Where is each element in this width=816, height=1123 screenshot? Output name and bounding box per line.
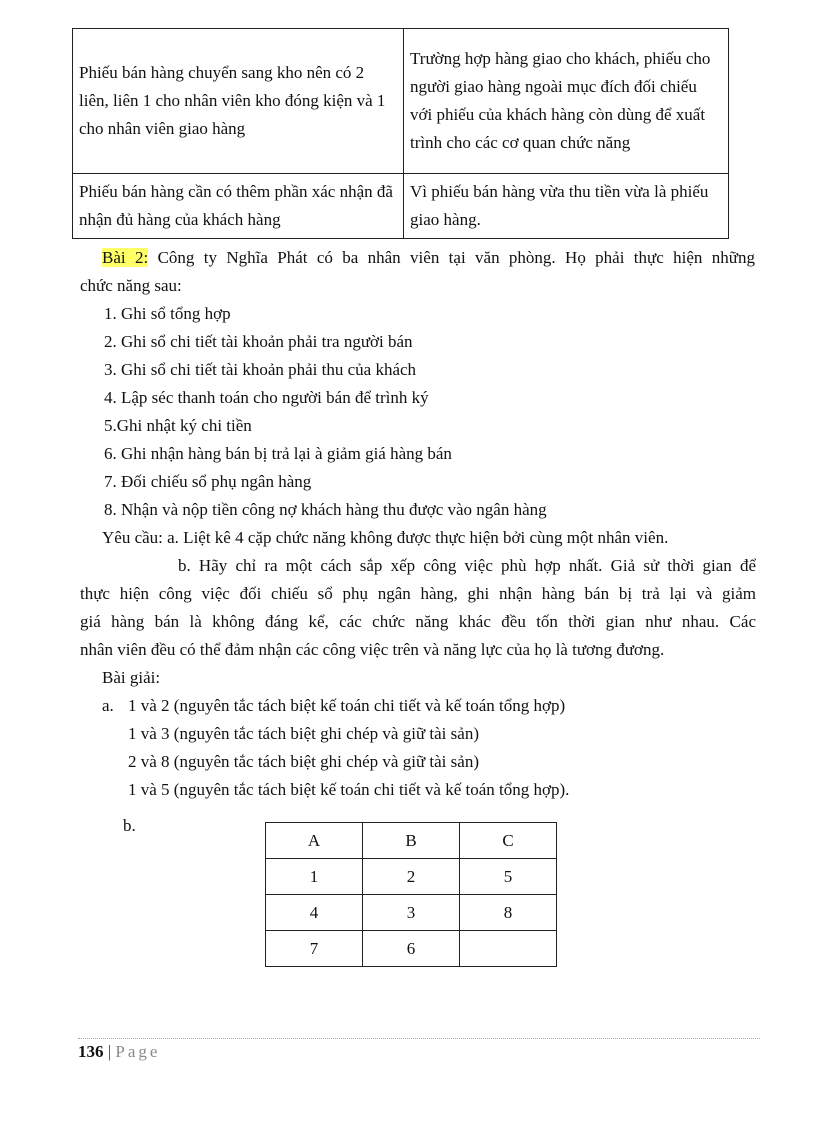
answer-a-item: 1 và 3 (nguyên tắc tách biệt ghi chép và giữ tài sản) [128,724,479,743]
list-item: 1. Ghi sổ tổng hợp [104,304,231,323]
list-item: 4. Lập séc thanh toán cho người bán để trình ký [104,388,429,407]
table-cell: 8 [460,895,557,931]
table-cell: Trường hợp hàng giao cho khách, phiếu cho người giao hàng ngoài mục đích đối chiếu với phiếu của khách hàng còn dùng để xuất trình cho các cơ quan chức năng [404,29,729,174]
list-item: 7. Đối chiếu sổ phụ ngân hàng [104,472,312,491]
bai2-intro-line-2: chức năng sau: [80,276,182,295]
bai2-label: Bài 2: [102,248,149,267]
table-header-row [266,823,557,859]
column-header: B [363,823,460,859]
table-cell: Vì phiếu bán hàng vừa thu tiền vừa là phiếu giao hàng. [404,174,729,239]
requirement-b-line: nhân viên đều có thể đảm nhận các công việc trên và năng lực của họ là tương đương. [80,640,665,659]
page-number: 136 [78,1042,104,1061]
bai2-intro-text: Công ty Nghĩa Phát có ba nhân viên tại văn phòng. Họ phải thực hiện những [157,248,755,267]
table-cell: Phiếu bán hàng chuyển sang kho nên có 2 liên, liên 1 cho nhân viên kho đóng kiện và 1 cho nhân viên giao hàng [73,29,404,174]
answer-a-marker: a. [102,696,114,715]
column-header: C [460,823,557,859]
table-cell: Phiếu bán hàng cần có thêm phần xác nhận đã nhận đủ hàng của khách hàng [73,174,404,239]
requirement-b-line: thực hiện công việc đối chiếu sổ phụ ngân hàng, ghi nhận hàng bán bị trả lại và giảm [80,584,756,603]
list-item: 5.Ghi nhật ký chi tiền [104,416,252,435]
column-header: A [266,823,363,859]
requirement-b-line: b. Hãy chỉ ra một cách sắp xếp công việc phù hợp nhất. Giả sử thời gian để [178,556,756,575]
requirement-b-line: giá hàng bán là không đáng kể, các chức năng khác đều tốn thời gian như nhau. Các [80,612,756,631]
solution-label: Bài giải: [102,668,161,687]
table-row [266,931,557,967]
page-word: Page [115,1042,161,1061]
table-cell: 3 [363,895,460,931]
list-item: 8. Nhận và nộp tiền công nợ khách hàng thu được vào ngân hàng [104,500,547,519]
answer-a-item: 1 và 5 (nguyên tắc tách biệt kế toán chi tiết và kế toán tổng hợp). [128,780,570,799]
footer-separator: | [107,1042,112,1061]
answer-b-marker: b. [123,816,136,835]
table-row [73,174,729,239]
table-cell: 5 [460,859,557,895]
list-item: 3. Ghi sổ chi tiết tài khoản phải thu của khách [104,360,417,379]
table-cell: 7 [266,931,363,967]
answer-a-item: 1 và 2 (nguyên tắc tách biệt kế toán chi tiết và kế toán tổng hợp) [128,696,566,715]
table-cell [460,931,557,967]
requirement-a: Yêu cầu: a. Liệt kê 4 cặp chức năng không được thực hiện bởi cùng một nhân viên. [102,528,669,547]
table-cell: 6 [363,931,460,967]
answer-a-item: 2 và 8 (nguyên tắc tách biệt ghi chép và giữ tài sản) [128,752,479,771]
table-cell: 4 [266,895,363,931]
page-footer [78,1042,160,1062]
list-item: 6. Ghi nhận hàng bán bị trả lại à giảm giá hàng bán [104,444,452,463]
table-cell: 2 [363,859,460,895]
criteria-table [72,28,729,239]
table-row [266,895,557,931]
bai2-intro-line [102,248,755,268]
list-item: 2. Ghi sổ chi tiết tài khoản phải tra người bán [104,332,413,351]
table-row [266,859,557,895]
footer-divider [78,1038,760,1039]
table-cell: 1 [266,859,363,895]
table-row [73,29,729,174]
assignment-table [265,822,557,967]
